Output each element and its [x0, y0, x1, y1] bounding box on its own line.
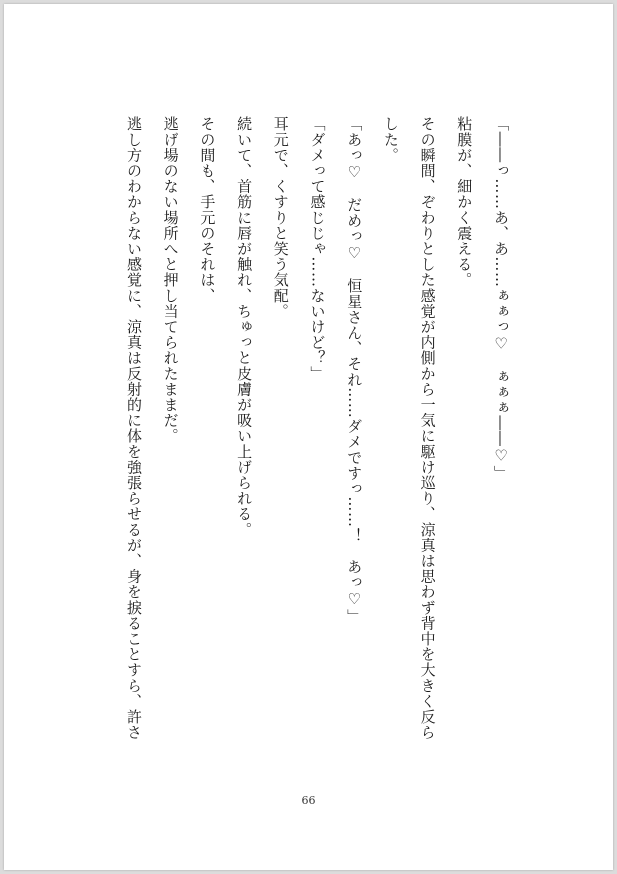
text-line: その瞬間、ぞわりとした感覚が内側から一気に駆け巡り、涼真は思わず背中を大きく反ら: [418, 116, 437, 740]
text-line: 「――っ……あ、あ……ぁぁっ♡ ぁぁぁ――♡」: [492, 116, 510, 481]
book-page: [4, 4, 613, 870]
text-line: 続いて、首筋に唇が触れ、ちゅっと皮膚が吸い上げられる。: [235, 116, 254, 538]
vertical-text-body: [115, 116, 519, 796]
text-line: 逃げ場のない場所へと押し当てられたままだ。: [161, 116, 180, 444]
text-line: した。: [381, 116, 400, 163]
text-line: 逃し方のわからない感覚に、涼真は反射的に体を強張らせるが、身を捩ることすら、許さ: [124, 116, 143, 740]
text-line: 「あっ♡ だめっ♡ 恒星さん、それ……ダメですっ……！ あっ♡」: [345, 116, 364, 625]
page-number: 66: [301, 794, 316, 807]
text-line: その間も、手元のそれは、: [198, 116, 217, 304]
text-line: 「ダメって感じじゃ……ないけど？」: [308, 116, 327, 382]
text-line: 粘膜が、細かく震える。: [455, 116, 474, 288]
text-line: 耳元で、くすりと笑う気配。: [271, 116, 290, 319]
